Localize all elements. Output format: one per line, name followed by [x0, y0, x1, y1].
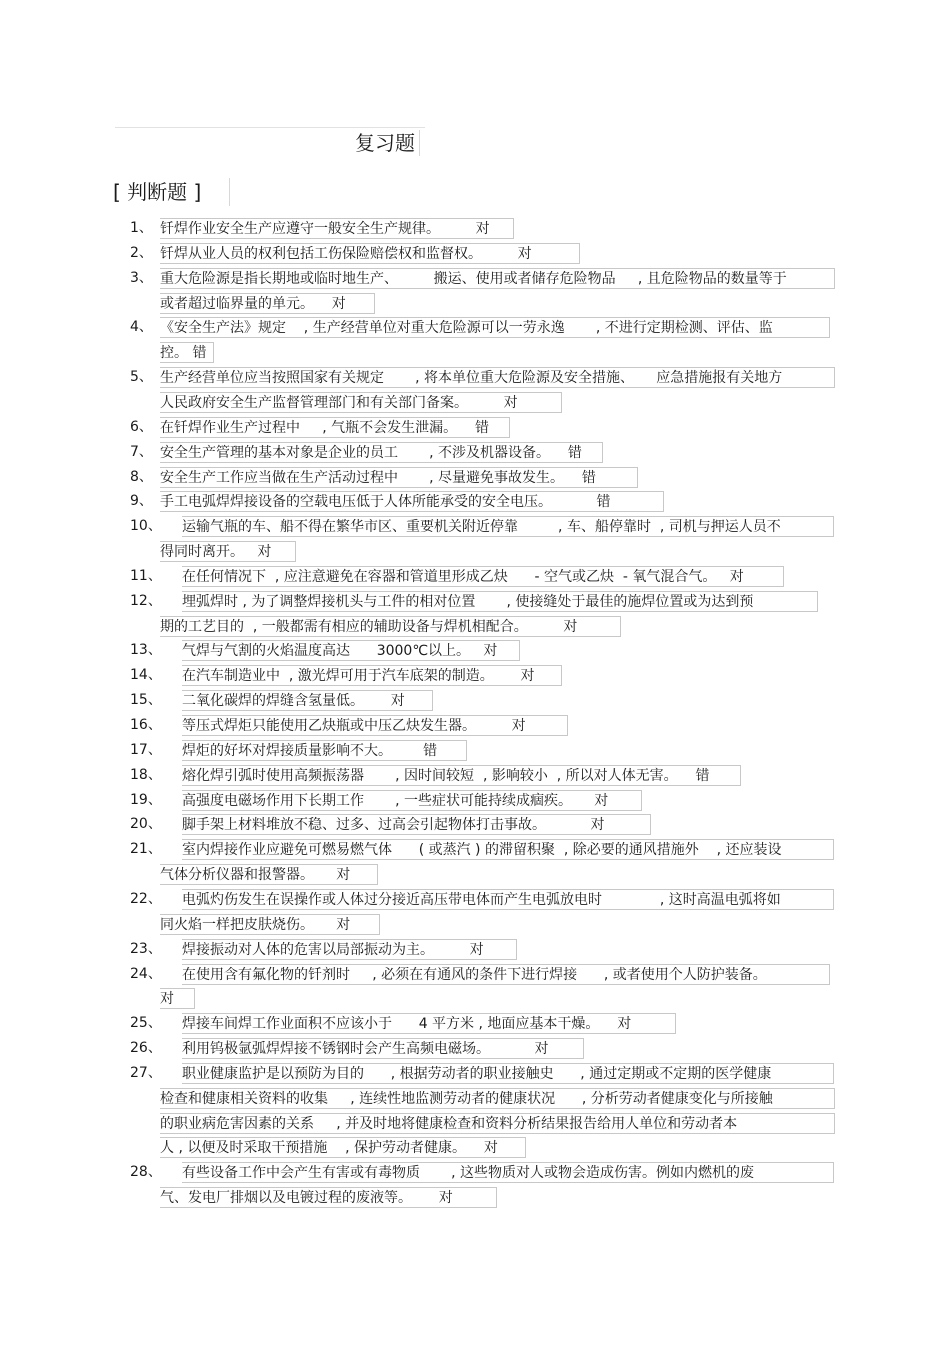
question-text: 熔化焊引弧时使用高频振荡器 , 因时间较短 , 影响较小 , 所以对人体无害。 错 — [182, 765, 741, 786]
question-number: 23、 — [130, 941, 162, 957]
question-text: 钎焊从业人员的权利包括工伤保险赔偿权和监督权。 对 — [160, 243, 580, 264]
question-text: 生产经营单位应当按照国家有关规定 , 将本单位重大危险源及安全措施、 应急措施报有关地方 — [160, 367, 835, 388]
question-text: 安全生产管理的基本对象是企业的员工 , 不涉及机器设备。 错 — [160, 442, 603, 463]
question-number: 4、 — [130, 319, 153, 335]
question-number: 15、 — [130, 692, 162, 708]
question-number: 6、 — [130, 419, 153, 435]
question-number: 27、 — [130, 1065, 162, 1081]
question-number: 22、 — [130, 891, 162, 907]
question-text: 脚手架上材料堆放不稳、过多、过高会引起物体打击事故。 对 — [182, 814, 651, 835]
question-text: 手工电弧焊焊接设备的空载电压低于人体所能承受的安全电压。 错 — [160, 491, 664, 512]
question-text-continuation: 对 — [160, 988, 195, 1009]
question-number: 28、 — [130, 1164, 162, 1180]
question-number: 18、 — [130, 767, 162, 783]
question-number: 16、 — [130, 717, 162, 733]
question-text: 有些设备工作中会产生有害或有毒物质 , 这些物质对人或物会造成伤害。例如内燃机的废 — [182, 1162, 834, 1183]
question-number: 26、 — [130, 1040, 162, 1056]
question-text: 二氧化碳焊的焊缝含氢量低。 对 — [182, 690, 433, 711]
question-number: 11、 — [130, 568, 162, 584]
question-text: 在任何情况下 , 应注意避免在容器和管道里形成乙炔 - 空气或乙炔 - 氧气混合气。 对 — [182, 566, 784, 587]
question-text-continuation: 或者超过临界量的单元。 对 — [160, 293, 375, 314]
question-text-continuation: 得同时离开。 对 — [160, 541, 296, 562]
question-text-continuation: 气、发电厂排烟以及电镀过程的废液等。 对 — [160, 1187, 497, 1208]
question-text: 高强度电磁场作用下长期工作 , 一些症状可能持续成痼疾。 对 — [182, 790, 642, 811]
question-text-continuation: 的职业病危害因素的关系 , 并及时地将健康检查和资料分析结果报告给用人单位和劳动者本 — [160, 1113, 835, 1134]
question-text-continuation: 气体分析仪器和报警器。 对 — [160, 864, 378, 885]
question-text: 电弧灼伤发生在误操作或人体过分接近高压带电体而产生电弧放电时 , 这时高温电弧将如 — [182, 889, 834, 910]
question-number: 24、 — [130, 966, 162, 982]
question-text: 钎焊作业安全生产应遵守一般安全生产规律。 对 — [160, 218, 514, 239]
question-text: 气焊与气割的火焰温度高达 3000℃以上。 对 — [182, 640, 520, 661]
question-number: 10、 — [130, 518, 162, 534]
question-number: 14、 — [130, 667, 162, 683]
question-text-continuation: 同火焰一样把皮肤烧伤。 对 — [160, 914, 380, 935]
question-text: 焊炬的好坏对焊接质量影响不大。 错 — [182, 740, 467, 761]
page-title: 复习题 — [355, 130, 420, 156]
question-text-continuation: 期的工艺目的 , 一般都需有相应的辅助设备与焊机相配合。 对 — [160, 616, 621, 637]
question-number: 21、 — [130, 841, 162, 857]
question-text: 在钎焊作业生产过程中 , 气瓶不会发生泄漏。 错 — [160, 417, 510, 438]
question-number: 8、 — [130, 469, 153, 485]
question-number: 1、 — [130, 220, 153, 236]
question-number: 12、 — [130, 593, 162, 609]
question-text: 埋弧焊时 , 为了调整焊接机头与工件的相对位置 , 使接缝处于最佳的施焊位置或为达到预 — [182, 591, 818, 612]
question-text: 室内焊接作业应避免可燃易燃气体 ( 或蒸汽 ) 的滞留积聚 , 除必要的通风措施外 , 还应装设 — [182, 839, 834, 860]
question-number: 9、 — [130, 493, 153, 509]
question-text: 焊接车间焊工作业面积不应该小于 4 平方米 , 地面应基本干燥。 对 — [182, 1013, 676, 1034]
question-number: 7、 — [130, 444, 153, 460]
question-number: 17、 — [130, 742, 162, 758]
question-text: 安全生产工作应当做在生产活动过程中 , 尽量避免事故发生。 错 — [160, 467, 638, 488]
question-number: 13、 — [130, 642, 162, 658]
question-number: 25、 — [130, 1015, 162, 1031]
question-text: 重大危险源是指长期地或临时地生产、 搬运、使用或者储存危险物品 , 且危险物品的数量等于 — [160, 268, 835, 289]
question-text: 运输气瓶的车、船不得在繁华市区、重要机关附近停靠 , 车、船停靠时 , 司机与押运人员不 — [182, 516, 834, 537]
question-text: 在汽车制造业中 , 激光焊可用于汽车底架的制造。 对 — [182, 665, 562, 686]
question-number: 2、 — [130, 245, 153, 261]
question-text: 在使用含有氟化物的钎剂时 , 必须在有通风的条件下进行焊接 , 或者使用个人防护装备。 — [182, 964, 830, 985]
question-text: 利用钨极氩弧焊焊接不锈钢时会产生高频电磁场。 对 — [182, 1038, 584, 1059]
section-heading: [ 判断题 ] — [113, 178, 230, 206]
title-rule — [115, 127, 425, 128]
question-text: 等压式焊炬只能使用乙炔瓶或中压乙炔发生器。 对 — [182, 715, 568, 736]
question-number: 5、 — [130, 369, 153, 385]
question-text: 职业健康监护是以预防为目的 , 根据劳动者的职业接触史 , 通过定期或不定期的医学健康 — [182, 1063, 834, 1084]
question-text: 《安全生产法》规定 , 生产经营单位对重大危险源可以一劳永逸 , 不进行定期检测、评估、监 — [160, 317, 830, 338]
question-text-continuation: 人 , 以便及时采取干预措施 , 保护劳动者健康。 对 — [160, 1137, 526, 1158]
question-number: 20、 — [130, 816, 162, 832]
question-text-continuation: 控。 错 — [160, 342, 214, 363]
question-text-continuation: 检查和健康相关资料的收集 , 连续性地监测劳动者的健康状况 , 分析劳动者健康变化与所接触 — [160, 1088, 835, 1109]
question-text: 焊接振动对人体的危害以局部振动为主。 对 — [182, 939, 517, 960]
question-text-continuation: 人民政府安全生产监督管理部门和有关部门备案。 对 — [160, 392, 562, 413]
question-number: 19、 — [130, 792, 162, 808]
question-number: 3、 — [130, 270, 153, 286]
